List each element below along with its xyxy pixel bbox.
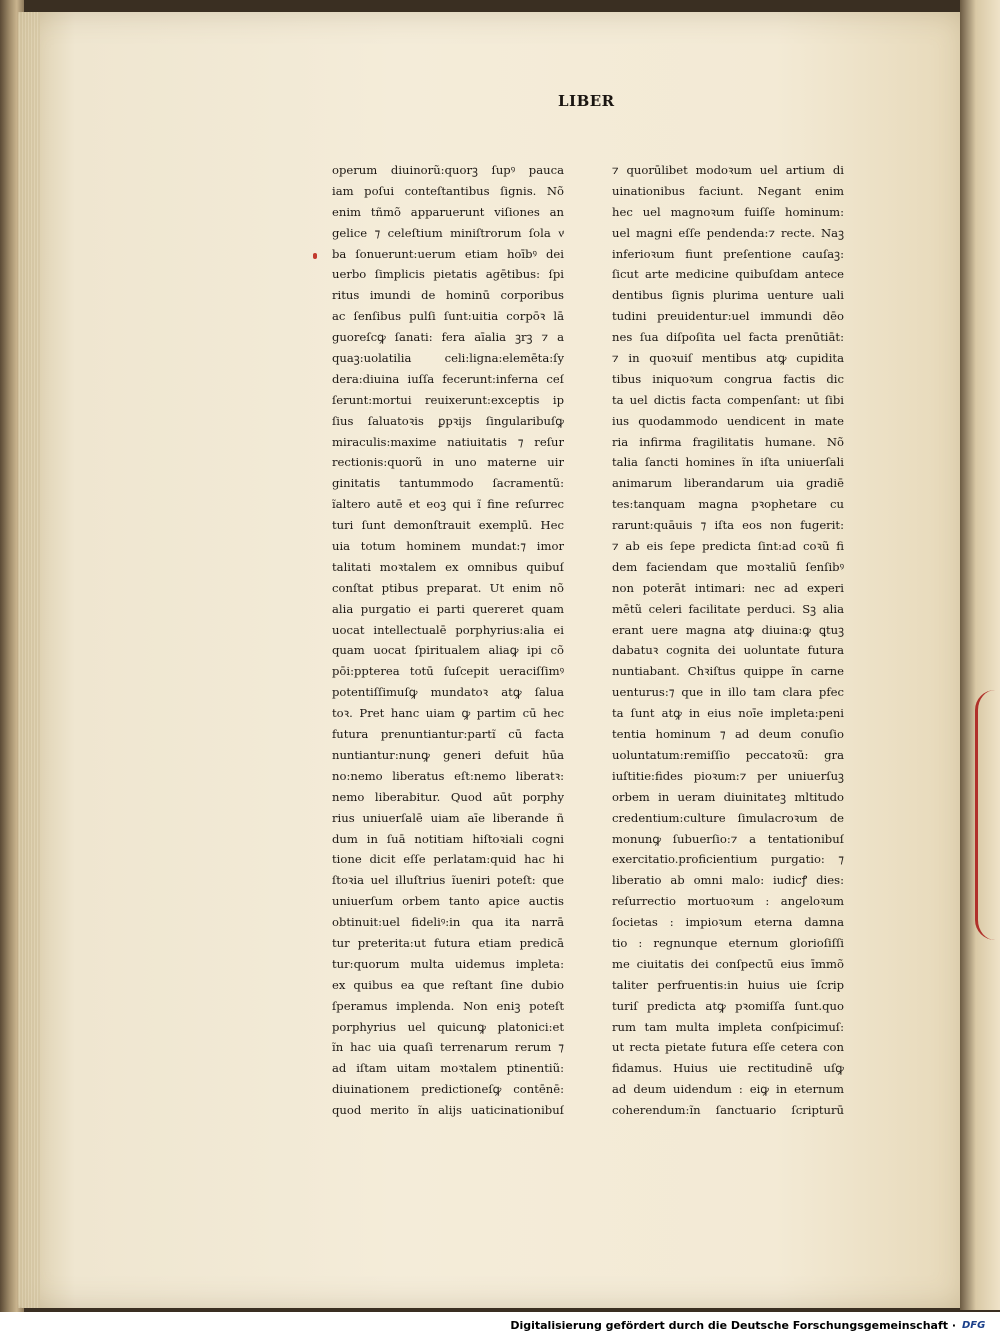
text-line: quod merito ĩn alijs uaticinationibuſ	[332, 1103, 564, 1118]
text-column-left	[332, 160, 564, 1121]
text-line: alia purgatio ei parti quereret quam	[332, 601, 564, 616]
text-line: ĩn hac uia quaſi terrenarum rerum ⁊	[332, 1040, 564, 1055]
text-line: ta uel dictis facta compenſant: ut ſibi	[612, 392, 844, 407]
text-line: dem faciendam que moꝛtaliū ſenſibꝰ	[612, 559, 844, 574]
text-line: credentium:culture ſimulacroꝛum de	[612, 810, 844, 825]
text-line: ex quibus ea que reſtant ſine dubio	[332, 977, 564, 992]
text-line: nemo liberabitur. Quod aūt porphy	[332, 789, 564, 804]
text-line: porphyrius uel quicunꝙ platonici:et	[332, 1019, 564, 1034]
text-line: tibus iniquoꝛum congrua factis dic	[612, 371, 844, 386]
text-line: no:nemo liberatus eſt:nemo liberatꝛ:	[332, 768, 564, 783]
text-line: ſicut arte medicine quibuſdam antece	[612, 267, 844, 282]
text-line: ad deum uidendum : eiꝙ in eternum	[612, 1082, 844, 1097]
text-line: iam poſui conteſtantibus ſignis. Nõ	[332, 183, 564, 198]
text-line: tes:tanquam magna pꝛophetare cu	[612, 497, 844, 512]
text-line: pōi:ppterea totū ſuſcepit ueraciſſimꝰ	[332, 664, 564, 679]
text-line: ⁊ ab eis ſepe predicta ſint:ad coꝛũ fi	[612, 539, 844, 554]
text-line: quam uocat ſpiritualem aliaꝙ ipi cõ	[332, 643, 564, 658]
text-line: ĩaltero autē et eoꝫ qui ĩ fine reſurrec	[332, 497, 564, 512]
text-line: tudini preuidentur:uel immundi dēo	[612, 309, 844, 324]
facing-page-initial-decoration	[975, 690, 1000, 940]
text-line: nuntiantur:nunꝙ generi defuit hūa	[332, 747, 564, 762]
text-line: talitati moꝛtalem ex omnibus quibuſ	[332, 559, 564, 574]
text-line: operum diuinorũ:quorꝫ ſupꝰ pauca	[332, 163, 564, 177]
text-line: ſocietas : impioꝛum eterna damna	[612, 915, 844, 930]
funding-notice: Digitalisierung gefördert durch die Deutsche Forschungsgemeinschaft ·	[510, 1319, 956, 1332]
text-line: diuinationem predictioneſꝙ contēnē:	[332, 1082, 564, 1097]
text-column-right	[612, 160, 844, 1121]
text-line: ſius ſaluatoꝛis ꝑpꝛijs ſingularibuſꝙ	[332, 413, 564, 428]
running-head: LIBER	[558, 92, 615, 110]
text-line: ſperamus implenda. Non eniꝫ poteſt	[332, 998, 564, 1013]
text-line: ta ſunt atꝙ in eius noīe impleta:peni	[612, 706, 844, 721]
text-line: ⁊ in quoꝛuiſ mentibus atꝙ cupidita	[612, 351, 844, 366]
text-line: uenturus:⁊ que in illo tam clara pfec	[612, 685, 844, 700]
text-line: ⁊ quorūlibet modoꝛum uel artium di	[612, 163, 844, 177]
dfg-logo: DFG	[962, 1320, 986, 1331]
text-line: ſtoꝛia uel illuſtrius ĩueniri poteſt: que	[332, 873, 564, 888]
text-line: me ciuitatis dei conſpectū eius īmmõ	[612, 956, 844, 971]
text-line: conſtat ptibus preparat. Ut enim nõ	[332, 580, 564, 595]
text-line: miraculis:maxime natiuitatis ⁊ reſur	[332, 434, 564, 449]
text-line: non poterāt intimari: nec ad experi	[612, 580, 844, 595]
text-line: ſerunt:mortui reuixerunt:exceptis ip	[332, 392, 564, 407]
text-line: ba ſonuerunt:uerum etiam hoībꝰ dei	[332, 246, 564, 261]
text-line: rius uniuerſalē uiam aīe liberande ñ	[332, 810, 564, 825]
text-line: ac ſenſibus pulſi ſunt:uitia corpōꝛ lā	[332, 309, 564, 324]
text-line: tur preterita:ut futura etiam predicā	[332, 935, 564, 950]
text-line: ria infirma fragilitatis humane. Nõ	[612, 434, 844, 449]
text-line: taliter perfruentis:in huius uie ſcrip	[612, 977, 844, 992]
text-line: talia ſancti homines ĩn iſta uniuerſali	[612, 455, 844, 470]
text-line: rectionis:quorũ in uno materne uir	[332, 455, 564, 470]
text-line: turiſ predicta atꝙ pꝛomiſſa ſunt.quo	[612, 998, 844, 1013]
text-line: rarunt:quāuis ⁊ iſta eos non fugerit:	[612, 518, 844, 533]
text-line: monunꝙ ſubuerſio:⁊ a tentationibuſ	[612, 831, 844, 846]
text-line: iuſtitie:fides pioꝛum:⁊ per uniuerſuꝫ	[612, 768, 844, 783]
text-line: nuntiabant. Chꝛiſtus quippe ĩn carne	[612, 664, 844, 679]
text-line: exercitatio.proficientium purgatio: ⁊	[612, 852, 844, 867]
text-line: nes ſua diſpoſita uel facta prenūtiāt:	[612, 330, 844, 345]
text-line: uia totum hominem mundat:⁊ imor	[332, 539, 564, 554]
text-line: animarum liberandarum uia gradiē	[612, 476, 844, 491]
text-line: gelice ⁊ celeſtium miniſtrorum ſola vͤ	[332, 225, 564, 240]
text-line: quaꝫ:uolatilia celi:ligna:elemēta:ſy	[332, 351, 564, 366]
page-edges	[18, 12, 40, 1308]
text-line: coherendum:ĩn ſanctuario ſcripturū	[612, 1103, 844, 1118]
text-line: uniuerſum orbem tanto apice auctis	[332, 894, 564, 909]
text-line: dera:diuina iuſſa fecerunt:inferna ceſ	[332, 371, 564, 386]
text-line: inferioꝛum fiunt preſentione cauſaꝫ:	[612, 246, 844, 261]
text-line: rum tam multa impleta conſpicimuſ:	[612, 1019, 844, 1034]
text-line: uocat intellectualē porphyrius:alia ei	[332, 622, 564, 637]
text-line: ut recta pietate futura eſſe cetera con	[612, 1040, 844, 1055]
red-ink-mark	[313, 253, 317, 259]
text-line: orbem in ueram diuinitateꝫ mltitudo	[612, 789, 844, 804]
text-line: ius quodammodo uendicent in mate	[612, 413, 844, 428]
text-line: ritus imundi de hominū corporibus	[332, 288, 564, 303]
text-line: ginitatis tantummodo ſacramentũ:	[332, 476, 564, 491]
footer-bar	[0, 1312, 1000, 1340]
text-line: mētũ celeri facilitate perduci. Sꝫ alia	[612, 601, 844, 616]
text-line: uerbo ſimplicis pietatis agētibus: ſpi	[332, 267, 564, 282]
text-line: enim tñmõ apparuerunt viſiones an	[332, 204, 564, 219]
text-line: liberatio ab omni malo: iudicꝭ dies:	[612, 873, 844, 888]
text-line: dabatuꝛ cognita dei uoluntate futura	[612, 643, 844, 658]
text-line: tentia hominum ⁊ ad deum conuſio	[612, 727, 844, 742]
text-line: potentiſſimuſꝙ mundatoꝛ atꝙ ſalua	[332, 685, 564, 700]
text-line: ad iſtam uitam moꝛtalem ptinentiũ:	[332, 1061, 564, 1076]
text-line: tione dicit eſſe perlatam:quid hac hi	[332, 852, 564, 867]
text-line: dentibus ſignis plurima uenture uali	[612, 288, 844, 303]
text-line: toꝛ. Pret hanc uiam ꝙ partim cū hec	[332, 706, 564, 721]
text-line: reſurrectio mortuoꝛum : angeloꝛum	[612, 894, 844, 909]
text-line: dum in ſuā notitiam hiſtoꝛiali cogni	[332, 831, 564, 846]
text-line: futura prenuntiantur:partĩ cū facta	[332, 727, 564, 742]
text-line: fidamus. Huius uie rectitudinē uſꝙ	[612, 1061, 844, 1076]
text-line: uoluntatum:remiſſio peccatoꝛũ: gra	[612, 747, 844, 762]
text-line: obtinuit:uel fideliꝰ:in qua ita narrā	[332, 915, 564, 930]
text-line: turi ſunt demonſtrauit exemplū. Hec	[332, 518, 564, 533]
text-line: hec uel magnoꝛum fuiſſe hominum:	[612, 204, 844, 219]
text-line: uinationibus faciunt. Negant enim	[612, 183, 844, 198]
facing-page-edge	[960, 0, 1000, 1310]
text-line: uel magni eſſe pendenda:⁊ recte. Naꝫ	[612, 225, 844, 240]
text-line: tur:quorum multa uidemus impleta:	[332, 956, 564, 971]
text-line: guoreſcꝙ ſanati: fera aīalia ꝫrꝫ ⁊ a	[332, 330, 564, 345]
text-line: erant uere magna atꝙ diuina:ꝙ ꝗtuꝫ	[612, 622, 844, 637]
text-line: tio : regnunque eternum glorioſiſſi	[612, 935, 844, 950]
